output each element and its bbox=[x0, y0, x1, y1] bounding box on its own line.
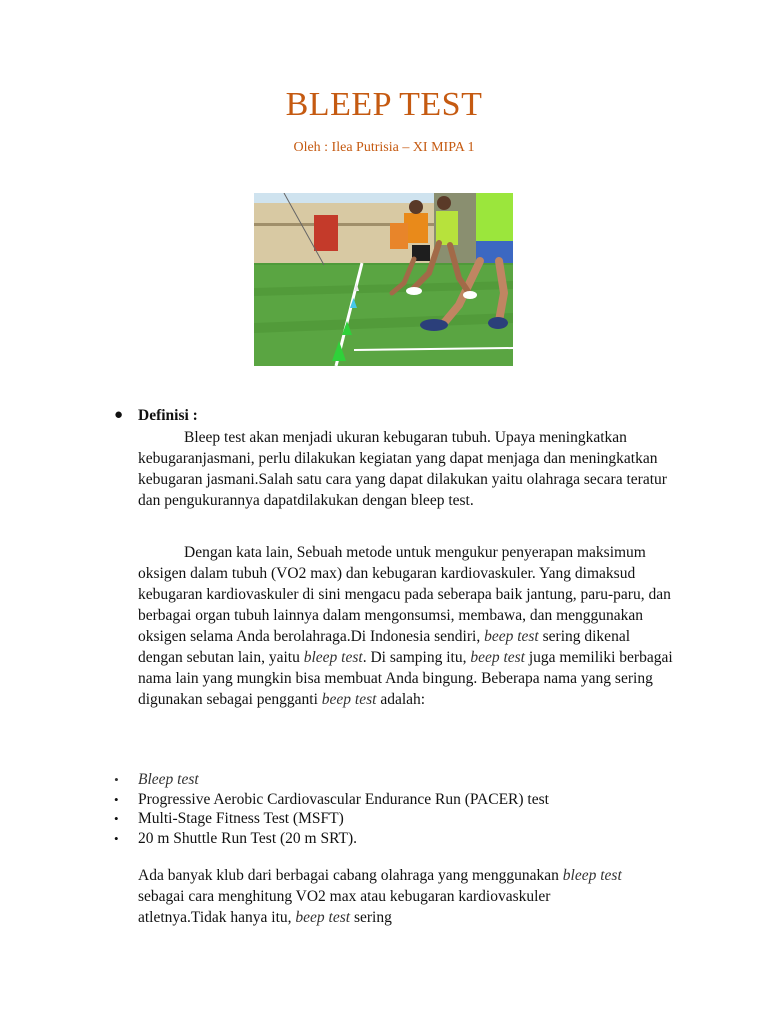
section-heading: Definisi : bbox=[138, 407, 198, 424]
list-item: • Progressive Aerobic Cardiovascular Endurance Run (PACER) test bbox=[114, 790, 549, 810]
para2-i3: beep test bbox=[470, 649, 525, 666]
para2-d: juga memiliki berbagai nama lain yang mungkin bisa membuat Anda bingung. Beberapa nama yang sering digunakan sebagai pengganti bbox=[138, 649, 673, 708]
para2-i4: beep test bbox=[321, 691, 377, 708]
para3-a: Ada banyak klub dari berbagai cabang olahraga yang menggunakan bbox=[138, 867, 563, 884]
para2-b: sering dikenal dengan sebutan lain, yaitu bbox=[138, 628, 631, 666]
document-title: BLEEP TEST bbox=[285, 86, 483, 123]
para2-i2: bleep test bbox=[303, 649, 363, 666]
photo-runners bbox=[254, 193, 513, 366]
bullet-marker: ● bbox=[114, 407, 124, 423]
para2-a: Dengan kata lain, Sebuah metode untuk mengukur penyerapan maksimum oksigen dalam tubuh (VO2 max) dan kebugaran kardiovaskuler. Yang dimaksud kebugaran kardiovaskuler di sini mengacu pada seberapa baik jantung, paru-paru, dan berbagai organ tubuh lainnya dalam mengonsumsi, membawa, dan menggunakan oksigen selama Anda berolahraga.Di Indonesia sendiri, bbox=[138, 544, 671, 645]
photo-illustration bbox=[254, 193, 513, 366]
list-item: • Bleep test bbox=[114, 770, 549, 790]
list-item: • Multi-Stage Fitness Test (MSFT) bbox=[114, 809, 549, 829]
paragraph-definition bbox=[138, 427, 678, 511]
para3-c: sering bbox=[350, 909, 392, 926]
list-item: • 20 m Shuttle Run Test (20 m SRT). bbox=[114, 829, 549, 849]
paragraph-definition-text: Bleep test akan menjadi ukuran kebugaran tubuh. Upaya meningkatkan kebugaranjasmani, perlu dilakukan kegiatan yang dapat menjaga dan meningkatkan kebugaran jasmani.Salah satu cara yang dapat dilakukan yaitu olahraga secara teratur dan pengukurannya dapatdilakukan dengan bleep test. bbox=[138, 429, 667, 509]
paragraph-clubs bbox=[138, 865, 638, 928]
paragraph-explanation bbox=[138, 542, 678, 710]
para2-e: adalah: bbox=[376, 691, 426, 708]
para3-i1: bleep test bbox=[562, 867, 622, 884]
para3-i2: beep test bbox=[295, 909, 351, 926]
para3-b: sebagai cara menghitung VO2 max atau kebugaran kardiovaskuler atletnya.Tidak hanya itu, bbox=[138, 888, 551, 926]
author-line: Oleh : Ilea Putrisia – XI MIPA 1 bbox=[293, 140, 475, 155]
para2-c: . Di samping itu, bbox=[362, 649, 471, 666]
alternate-names-list bbox=[114, 770, 549, 848]
para2-i1: beep test bbox=[484, 628, 539, 645]
